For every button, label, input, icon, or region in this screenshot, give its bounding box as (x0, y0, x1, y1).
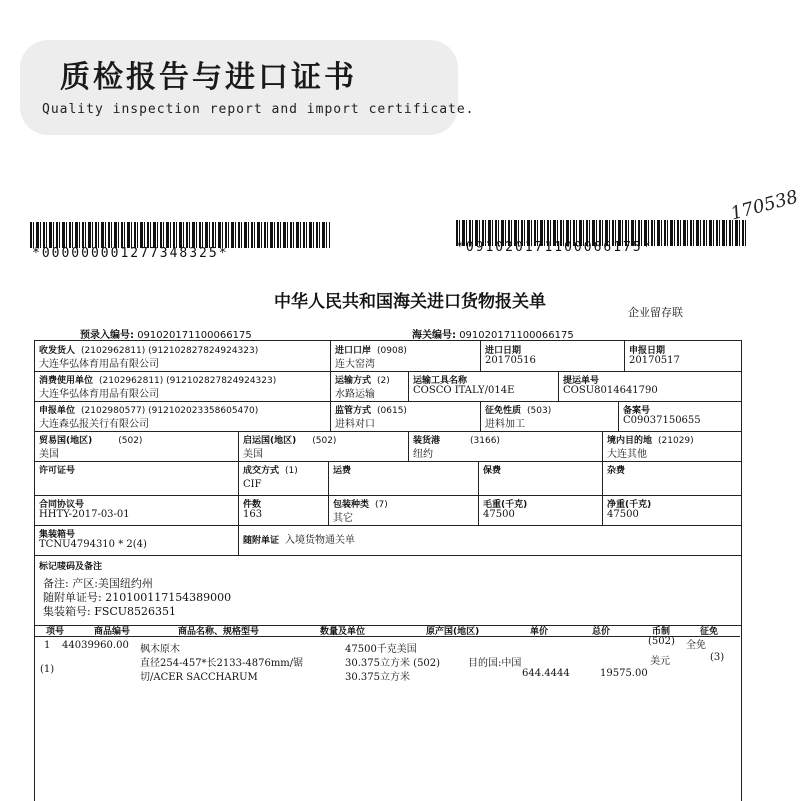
license-label: 许可证号 (39, 466, 76, 476)
bl-value: COSU8014641790 (563, 385, 658, 396)
record-value: C09037150655 (623, 415, 701, 426)
cell-trade-country (35, 431, 239, 461)
customs-number (412, 326, 574, 341)
declarant-value: 大连森弘报关行有限公司 (39, 419, 149, 430)
destination-value: 大连其他 (607, 449, 647, 460)
goods-currency-code: (502) (648, 636, 675, 647)
cell-docs (239, 525, 741, 555)
trade-country-code: (502) (118, 436, 143, 446)
barcode-left (30, 222, 330, 248)
cell-bl (559, 371, 741, 401)
declarant-code: (2102980577) (912102023358605470) (81, 406, 259, 416)
declarant-label: 申报单位 (39, 406, 76, 416)
cell-pieces (239, 495, 329, 525)
form-row-2 (35, 371, 741, 402)
transport-mode-label: 运输方式 (335, 376, 372, 386)
cell-license (35, 461, 239, 495)
consignee-code: (2102962811) (912102827824924323) (81, 346, 259, 356)
port-label: 进口口岸 (335, 346, 372, 356)
handwritten-number: 170538 (728, 186, 800, 225)
container-label: 集装箱号 (39, 530, 76, 540)
declare-date-label: 申报日期 (629, 346, 666, 356)
banner-subtitle: Quality inspection report and import certificate. (42, 102, 475, 117)
customs-value: 091020171100066175 (459, 330, 574, 341)
form-row-3 (35, 401, 741, 432)
gross-label: 毛重(千克) (483, 500, 528, 510)
gross-value: 47500 (483, 509, 515, 520)
cell-vessel (409, 371, 559, 401)
trade-country-label: 贸易国(地区) (39, 436, 93, 446)
note-docs-no: 随附单证号: 210100117154389000 (43, 591, 232, 604)
net-label: 净重(千克) (607, 500, 652, 510)
goods-spec-2: 切/ACER SACCHARUM (140, 672, 258, 683)
pieces-value: 163 (243, 509, 263, 520)
form-row-4 (35, 431, 741, 462)
cell-freight (329, 461, 479, 495)
cell-transport-mode (331, 371, 409, 401)
form-row-6 (35, 495, 741, 526)
record-label: 备案号 (623, 406, 651, 416)
declaration-form (34, 340, 742, 801)
goods-spec-1: 直径254-457*长2133-4876mm/锯 (140, 658, 304, 669)
cell-user (35, 371, 331, 401)
form-row-1 (35, 341, 741, 372)
user-code: (2102962811) (912102827824924323) (99, 376, 277, 386)
pre-entry-value: 091020171100066175 (137, 330, 252, 341)
declare-date-value: 20170517 (629, 355, 680, 366)
misc-label: 杂费 (607, 466, 626, 476)
net-value: 47500 (607, 509, 639, 520)
cell-import-date (481, 341, 625, 371)
goods-header-hs: 商品编号 (94, 627, 131, 637)
goods-qty-2: 30.375立方米 (502) (345, 658, 441, 669)
port-value: 连大窑湾 (335, 359, 375, 370)
goods-header-origin: 原产国(地区) (426, 627, 480, 637)
goods-header-currency: 币制 (652, 627, 671, 637)
goods-qty-3: 30.375立方米 (345, 672, 410, 683)
form-row-7 (35, 525, 741, 556)
note-origin: 备注: 产区:美国纽约州 (43, 577, 153, 590)
levy-value: 进料加工 (485, 419, 525, 430)
banner-title: 质检报告与进口证书 (60, 60, 357, 95)
goods-header-item: 项号 (46, 627, 65, 637)
insurance-label: 保费 (483, 466, 502, 476)
package-value: 其它 (333, 513, 353, 524)
goods-header-qty: 数量及单位 (320, 627, 366, 637)
goods-header (34, 624, 740, 637)
destination-code: (21029) (658, 436, 694, 446)
deal-code: (1) (285, 466, 298, 476)
contract-value: HHTY-2017-03-01 (39, 509, 130, 520)
transport-mode-code: (2) (377, 376, 390, 386)
supervision-code: (0615) (377, 406, 407, 416)
cell-record (619, 401, 741, 431)
import-date-label: 进口日期 (485, 346, 522, 356)
vessel-label: 运输工具名称 (413, 376, 468, 386)
form-row-5 (35, 461, 741, 496)
cell-insurance (479, 461, 603, 495)
origin-country-code: (502) (312, 436, 337, 446)
cell-port (331, 341, 481, 371)
docs-label: 随附单证 (243, 536, 280, 546)
package-code: (7) (375, 500, 388, 510)
goods-header-name: 商品名称、规格型号 (178, 627, 260, 637)
import-date-value: 20170516 (485, 355, 536, 366)
marks-section (35, 555, 741, 626)
pre-entry-label: 预录入编号: (80, 330, 134, 341)
goods-sub-no: (1) (40, 664, 55, 675)
levy-label: 征免性质 (485, 406, 522, 416)
deal-label: 成交方式 (243, 466, 280, 476)
cell-supervision (331, 401, 481, 431)
origin-country-value: 美国 (243, 449, 263, 460)
cell-consignee (35, 341, 331, 371)
pre-entry-number (80, 326, 252, 341)
goods-unit-price: 644.4444 (522, 668, 570, 679)
supervision-label: 监管方式 (335, 406, 372, 416)
cell-net (603, 495, 741, 525)
cell-loading-port (409, 431, 603, 461)
cell-deal (239, 461, 329, 495)
supervision-value: 进料对口 (335, 419, 375, 430)
loading-port-code: (3166) (470, 436, 500, 446)
levy-code: (503) (527, 406, 552, 416)
container-value: TCNU4794310 * 2(4) (39, 539, 147, 550)
goods-item-no: 1 (44, 640, 51, 651)
goods-name: 枫木原木 (140, 644, 180, 655)
bl-label: 提运单号 (563, 376, 600, 386)
marks-label: 标记唛码及备注 (39, 562, 103, 572)
cell-contract (35, 495, 239, 525)
goods-header-unit-price: 单价 (530, 627, 549, 637)
goods-levy-code: (3) (710, 652, 725, 663)
user-value: 大连华弘体育用品有限公司 (39, 389, 159, 400)
origin-country-label: 启运国(地区) (243, 436, 297, 446)
cell-package (329, 495, 479, 525)
goods-header-total: 总价 (592, 627, 611, 637)
contract-label: 合同协议号 (39, 500, 85, 510)
goods-hs-code: 44039960.00 (62, 640, 129, 651)
goods-total: 19575.00 (600, 668, 648, 679)
goods-header-levy: 征免 (700, 627, 719, 637)
goods-levy: 全免 (686, 640, 706, 651)
cell-declare-date (625, 341, 741, 371)
consignee-label: 收发货人 (39, 346, 76, 356)
docs-value: 入境货物通关单 (285, 535, 356, 546)
cell-levy (481, 401, 619, 431)
form-title: 中华人民共和国海关进口货物报关单 (274, 292, 546, 312)
cell-misc (603, 461, 741, 495)
customs-label: 海关编号: (412, 330, 456, 341)
goods-qty-1: 47500千克美国 (345, 644, 417, 655)
loading-port-label: 装货港 (413, 436, 441, 446)
barcode-left-text: *000000001277348325* (32, 246, 229, 261)
barcode-right-text: *091020171100066175* (456, 240, 653, 255)
deal-value: CIF (243, 479, 262, 490)
note-container: 集装箱号: FSCU8526351 (43, 605, 177, 618)
cell-origin-country (239, 431, 409, 461)
pieces-label: 件数 (243, 500, 262, 510)
consignee-value: 大连华弘体育用品有限公司 (39, 359, 159, 370)
goods-destination: 目的国:中国 (468, 658, 522, 669)
cell-container (35, 525, 239, 555)
package-label: 包装种类 (333, 500, 370, 510)
goods-currency: 美元 (650, 656, 670, 667)
loading-port-value: 纽约 (413, 449, 433, 460)
cell-destination (603, 431, 741, 461)
freight-label: 运费 (333, 466, 352, 476)
transport-mode-value: 水路运输 (335, 389, 375, 400)
user-label: 消费使用单位 (39, 376, 94, 386)
port-code: (0908) (377, 346, 407, 356)
cell-declarant (35, 401, 331, 431)
trade-country-value: 美国 (39, 449, 59, 460)
destination-label: 境内目的地 (607, 436, 653, 446)
cell-gross (479, 495, 603, 525)
vessel-value: COSCO ITALY/014E (413, 385, 515, 396)
copy-label: 企业留存联 (628, 306, 683, 319)
